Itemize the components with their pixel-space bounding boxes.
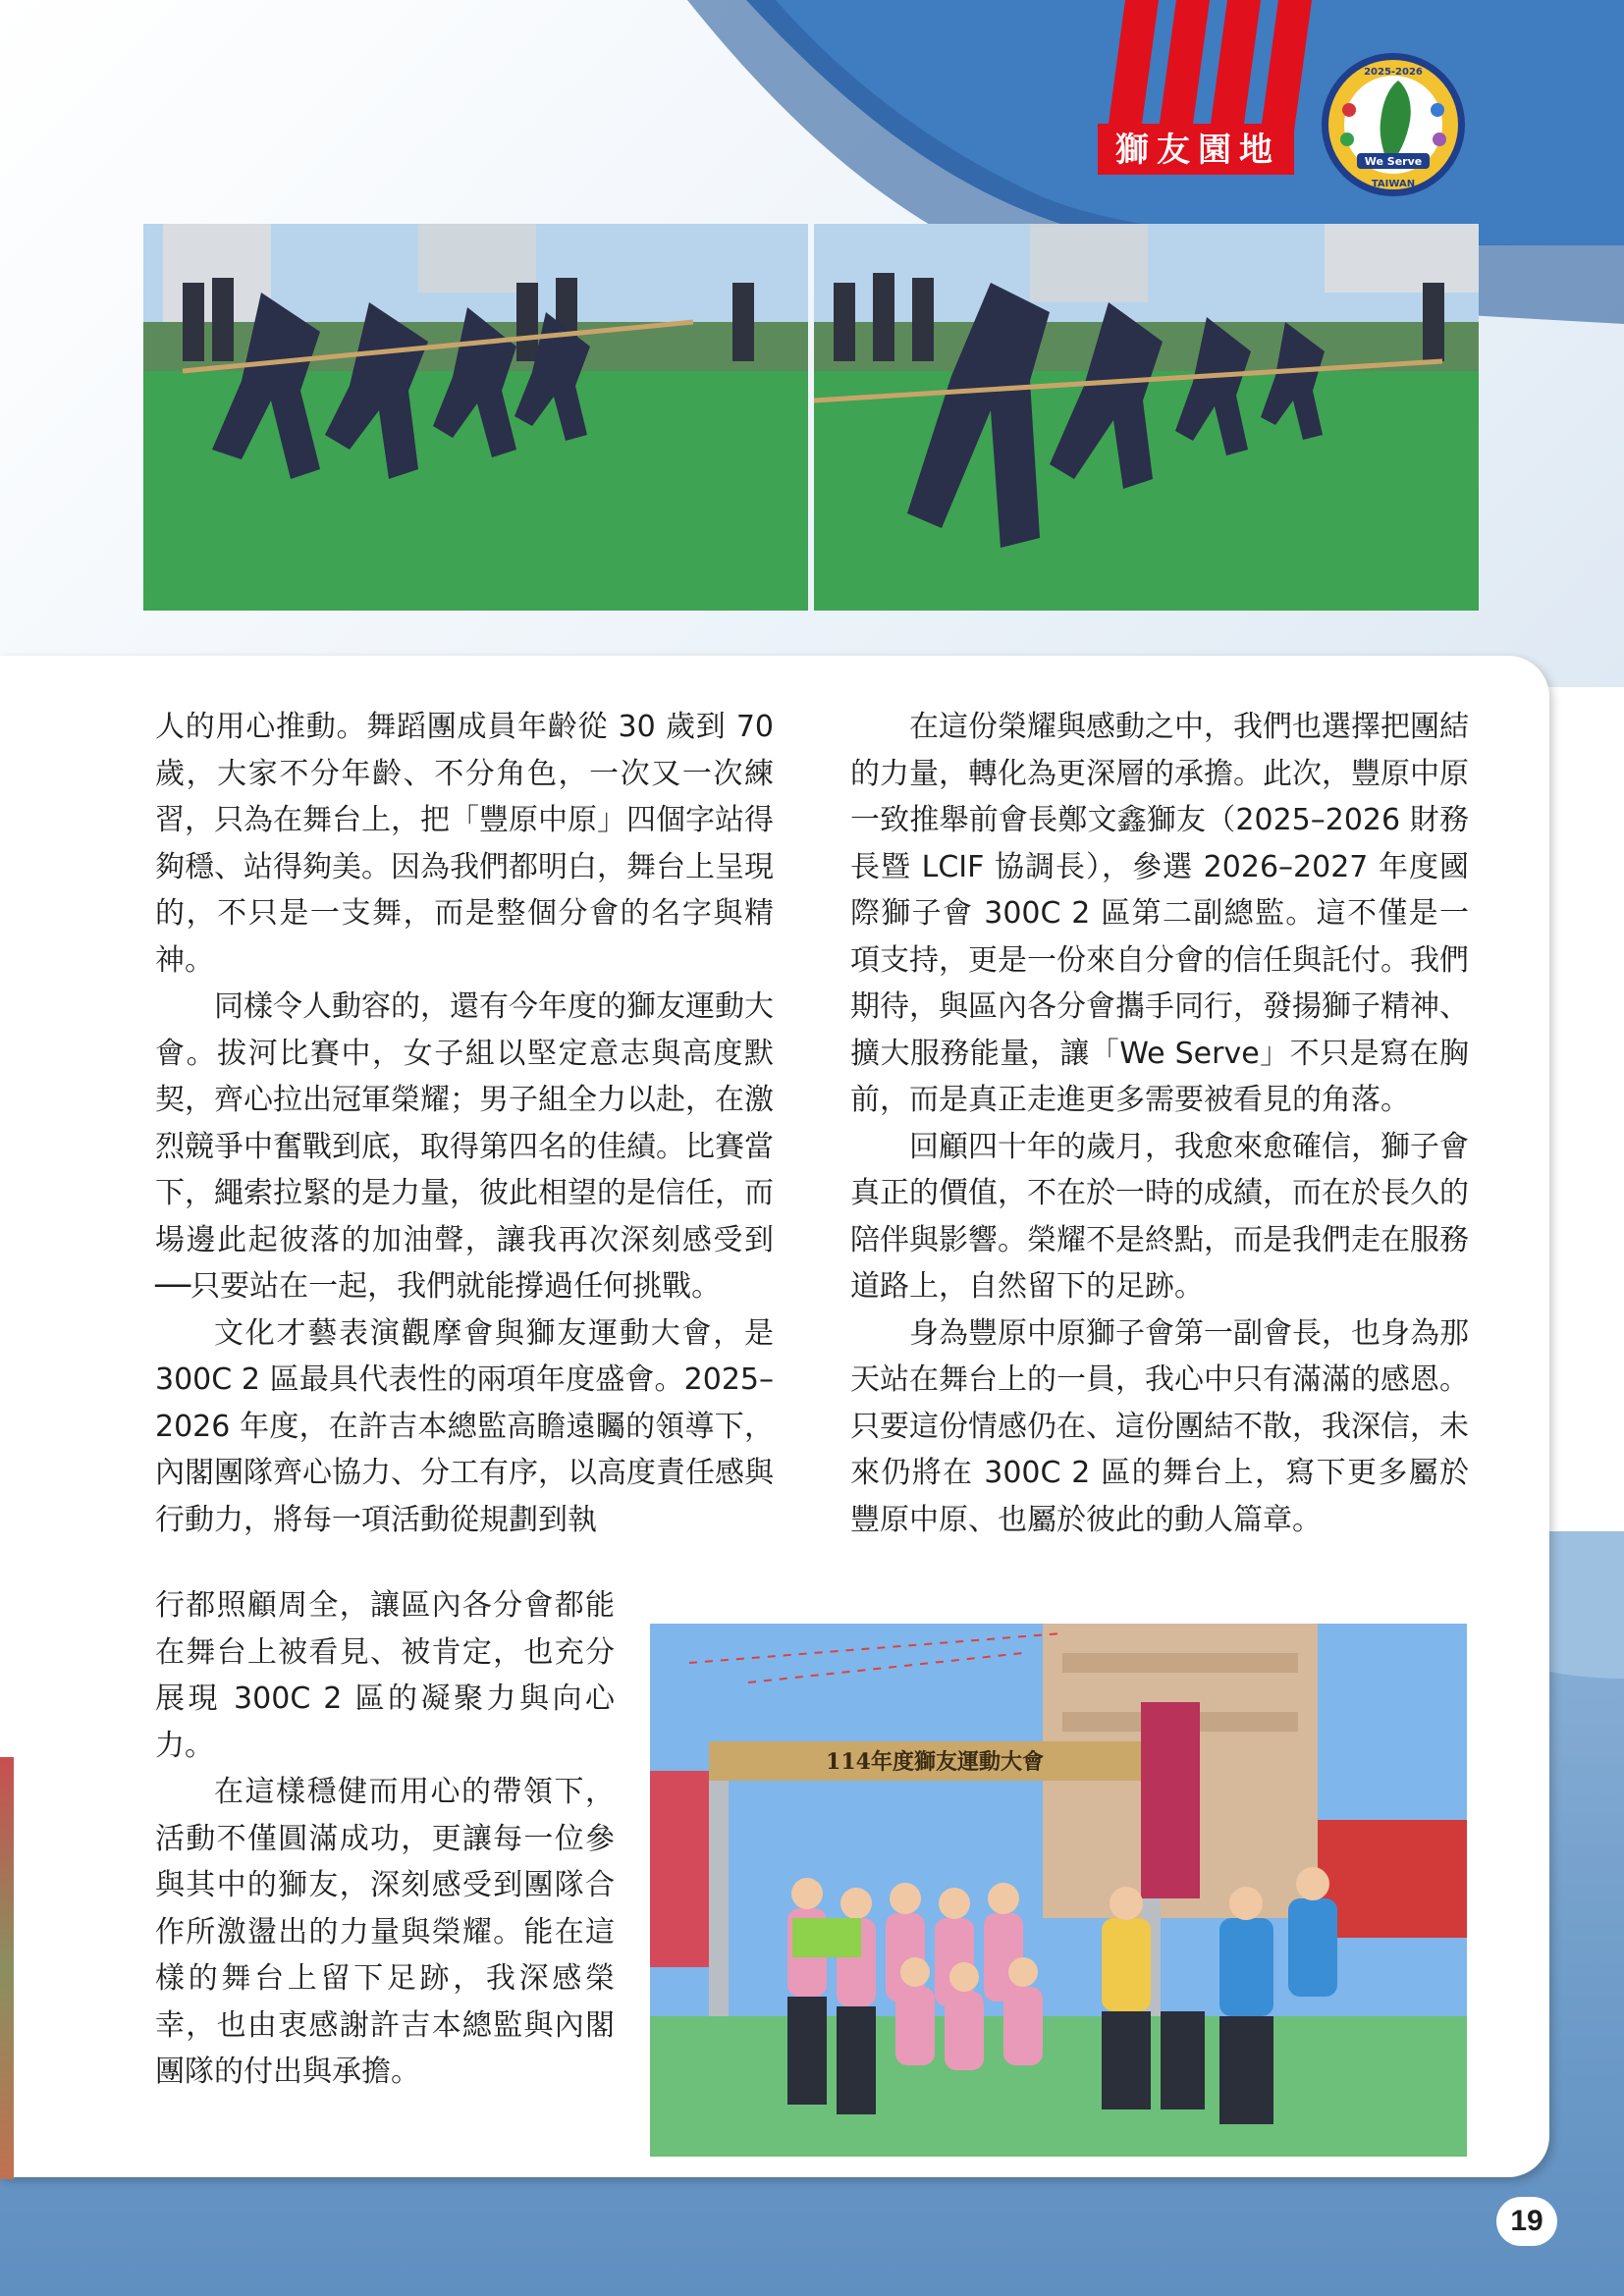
article-left-column: [155, 704, 774, 1543]
paragraph-gratitude: 身為豐原中原獅子會第一副會長，也身為那天站在舞台上的一員，我心中只有滿滿的感恩。只要這份情感仍在、這份團結不散，我深信，未來仍將在 300C 2 區的舞台上，寫下更多屬於豐原中原、也屬於彼此的動人篇章。: [850, 1315, 1469, 1537]
svg-text:2025-2026: 2025-2026: [1364, 67, 1423, 78]
article-left-narrow-column: [155, 1582, 615, 2096]
section-title: 獅友園地: [1115, 131, 1280, 170]
paragraph-dance-team: 人的用心推動。舞蹈團成員年齡從 30 歲到 70 歲，大家不分年齡、不分角色，一次又一次練習，只為在舞台上，把「豐原中原」四個字站得夠穩、站得夠美。因為我們都明白，舞台上呈現的，不只是一支舞，而是整個分會的名字與精神。: [155, 710, 774, 978]
banner-text: 114年度獅友運動大會: [826, 1749, 1044, 1775]
svg-text:TAIWAN: TAIWAN: [1371, 179, 1416, 189]
paragraph-forty-years: 回顧四十年的歲月，我愈來愈確信，獅子會真正的價值，不在於一時的成績，而在於長久的陪伴與影響。榮耀不是終點，而是我們走在服務道路上，自然留下的足跡。: [850, 1129, 1469, 1304]
paragraph-district-cohesion: 行都照顧周全，讓區內各分會都能在舞台上被看見、被肯定，也充分展現 300C 2 區的凝聚力與向心力。: [155, 1588, 615, 1763]
left-edge-photo-strip: [0, 1757, 14, 2179]
paragraph-nomination: 在這份榮耀與感動之中，我們也選擇把團結的力量，轉化為更深層的承擔。此次，豐原中原一致推舉前會長鄭文鑫獅友（2025–2026 財務長暨 LCIF 協調長），參選 2026–2027 年度國際獅子會 300C 2 區第二副總監。這不僅是一項支持，更是一份來自分會的信任與託付。我們期待，與區內各分會攜手同行，發揚獅子精神、擴大服務能量，讓「We Serve」不只是寫在胸前，而是真正走進更多需要被看見的角落。: [850, 710, 1469, 1117]
women-tug-of-war-photo: [143, 224, 808, 611]
group-photo-at-sports-meet: [650, 1624, 1467, 2157]
article-right-column: [850, 704, 1469, 1543]
lions-taiwan-emblem-icon: [1320, 51, 1467, 198]
paragraph-sports-meet: 同樣令人動容的，還有今年度的獅友運動大會。拔河比賽中，女子組以堅定意志與高度默契，齊心拉出冠軍榮耀；男子組全力以赴，在激烈競爭中奮戰到底，取得第四名的佳績。比賽當下，繩索拉緊的是力量，彼此相望的是信任，而場邊此起彼落的加油聲，讓我再次深刻感受到──只要站在一起，我們就能撐過任何挑戰。: [155, 989, 774, 1304]
men-tug-of-war-photo: [814, 224, 1479, 611]
paragraph-annual-events: 文化才藝表演觀摩會與獅友運動大會，是 300C 2 區最具代表性的兩項年度盛會。2025–2026 年度，在許吉本總監高瞻遠矚的領導下，內閣團隊齊心協力、分工有序，以高度責任感與行動力，將每一項活動從規劃到執: [155, 1315, 774, 1537]
page-number: 19: [1496, 2197, 1557, 2246]
paragraph-leadership-thanks: 在這樣穩健而用心的帶領下，活動不僅圓滿成功，更讓每一位參與其中的獅友，深刻感受到團隊合作所激盪出的力量與榮耀。能在這樣的舞台上留下足跡，我深感榮幸，也由衷感謝許吉本總監與內閣團隊的付出與承擔。: [155, 1775, 615, 2089]
svg-text:We Serve: We Serve: [1364, 155, 1423, 168]
